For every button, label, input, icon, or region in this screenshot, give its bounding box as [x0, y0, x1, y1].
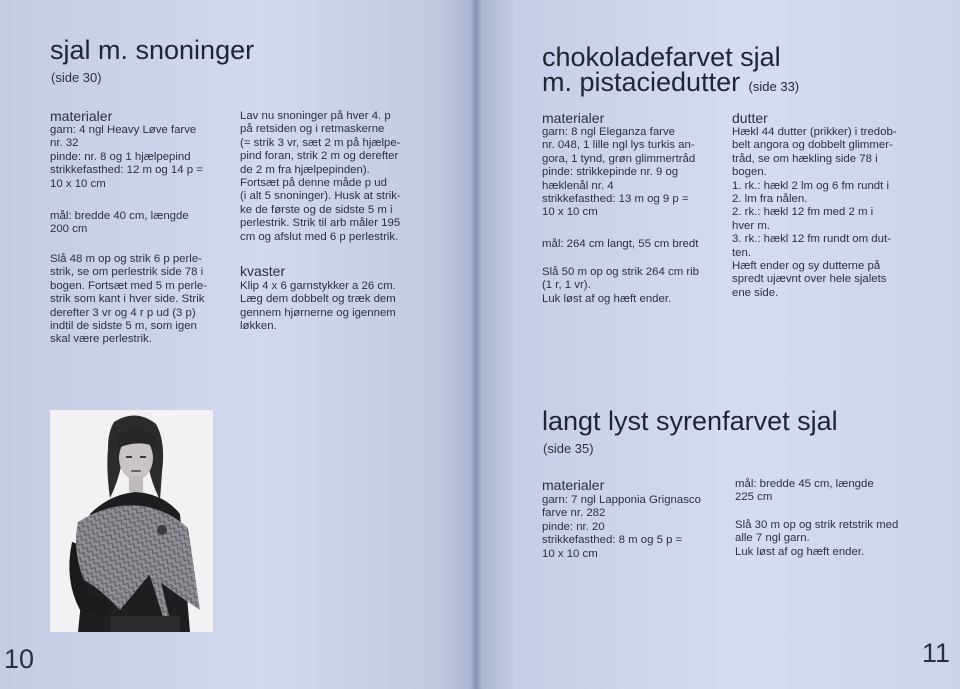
right-page — [476, 0, 960, 689]
left-page-title: sjal m. snoninger — [50, 35, 255, 65]
section2-materials-heading: materialer — [542, 477, 605, 493]
dots-heading: dutter — [732, 110, 768, 126]
section2-materials-text: garn: 7 ngl Lapponia Grignasco farve nr. 282 pinde: nr. 20 strikkefasthed: 8 m og 5 p = 10 x 10 cm — [542, 494, 701, 560]
measurements-text: mål: bredde 40 cm, længde 200 cm — [50, 210, 189, 236]
materials-text: garn: 4 ngl Heavy Løve farve nr. 32 pinde: nr. 8 og 1 hjælpepind strikkefasthed: 12 m og 14 p = 10 x 10 cm — [50, 124, 203, 190]
section2-instructions-text: Slå 30 m op og strik retstrik med alle 7 ngl garn. Luk løst af og hæft ender. — [735, 519, 899, 558]
section1-title-line2-row — [542, 68, 799, 97]
section2-page-ref: (side 35) — [543, 441, 594, 456]
left-page-ref: (side 30) — [51, 70, 102, 85]
section2-title: langt lyst syrenfarvet sjal — [542, 406, 838, 436]
section1-instructions-text: Slå 50 m op og strik 264 cm rib (1 r, 1 vr). Luk løst af og hæft ender. — [542, 266, 700, 305]
materials-heading: materialer — [50, 108, 113, 124]
page-number-left: 10 — [4, 644, 35, 674]
tassels-text: Klip 4 x 6 garnstykker a 26 cm. Læg dem dobbelt og træk dem gennem hjørnerne og igennem løkken. — [240, 280, 396, 333]
cable-instructions-text: Lav nu snoninger på hver 4. p på retsiden og i retmaskerne (= strik 3 vr, sæt 2 m på hjælpe- pind foran, strik 2 m og derefter de 2 m fra hjælpepinden). Fortsæt på denne måde p ud (i alt 5 snoninger). Husk at strik- ke de første og de sidste 5 m i perlestrik. Strik til arb måler 195 cm og afslut med 6 p perlestrik. — [240, 110, 401, 243]
shawl-photo-illustration — [50, 410, 213, 632]
section1-title-line2: m. pistaciedutter — [542, 67, 741, 97]
section1-page-ref: (side 33) — [748, 79, 800, 94]
section1-title-line1: chokoladefarvet sjal — [542, 42, 781, 72]
instructions-text: Slå 48 m op og strik 6 p perle- strik, se om perlestrik side 78 i bogen. Fortsæt med 5 m perle- strik som kant i hver side. Strik derefter 3 vr og 4 r p ud (3 p) indtil de sidste 5 m, som igen skal være perlestrik. — [50, 253, 208, 346]
page-number-right: 11 — [922, 638, 951, 668]
tassels-heading: kvaster — [240, 263, 286, 279]
section1-measurements-text: mål: 264 cm langt, 55 cm bredt — [542, 238, 699, 250]
section1-materials-text: garn: 8 ngl Eleganza farve nr. 048, 1 lille ngl lys turkis an- gora, 1 tynd, grøn glimmertråd pinde: strikkepinde nr. 9 og hæklenål nr. 4 strikkefasthed: 13 m og 9 p = 10 x 10 cm — [542, 126, 696, 219]
section2-measurements-text: mål: bredde 45 cm, længde 225 cm — [735, 478, 874, 504]
left-page — [0, 0, 476, 689]
woman-wearing-shawl-photo — [50, 410, 213, 632]
book-gutter — [470, 0, 482, 689]
dots-text: Hækl 44 dutter (prikker) i tredob- belt angora og dobbelt glimmer- tråd, se om hækling side 78 i bogen. 1. rk.: hækl 2 lm og 6 fm rundt i 2. lm fra nålen. 2. rk.: hækl 12 fm med 2 m i hver m. 3. rk.: hækl 12 fm rundt om dut- ten. Hæft ender og sy dutterne på spredt ujævnt over hele sjalets ene side. — [732, 126, 897, 299]
section1-materials-heading: materialer — [542, 110, 605, 126]
